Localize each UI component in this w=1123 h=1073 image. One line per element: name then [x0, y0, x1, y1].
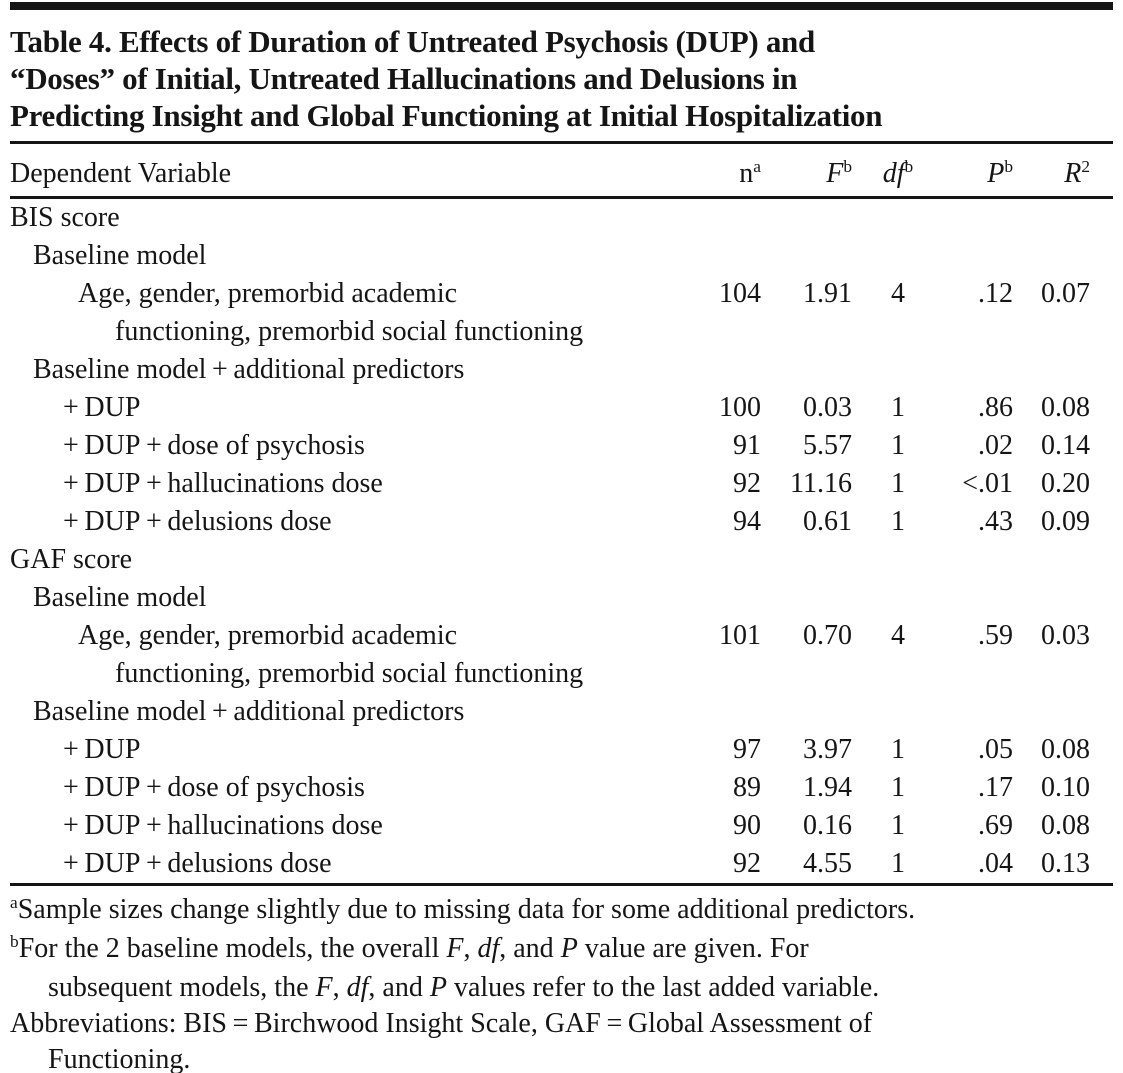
row-label: Baseline model + additional predictors	[33, 354, 465, 385]
cell-n	[698, 198, 773, 238]
table-row	[10, 541, 1113, 579]
cell-R2: 0.20	[1041, 468, 1090, 499]
row-label: + DUP + dose of psychosis	[63, 772, 365, 803]
cell-df: 1	[868, 845, 928, 885]
cell-F: 1.94	[803, 772, 852, 803]
cell-n	[698, 655, 773, 693]
statistics-table	[10, 144, 1113, 886]
row-label: Age, gender, premorbid academic	[78, 278, 458, 309]
footnote: $^b$For the 2 baseline models, the overall F, df, and P value are given. For subsequent models, the F, df, and P values refer to the last added variable.	[10, 932, 880, 1003]
table-row	[10, 655, 1113, 693]
cell-P	[928, 655, 1018, 693]
cell-F	[773, 541, 868, 579]
cell-F	[773, 313, 868, 351]
table-row	[10, 503, 1113, 541]
column-header-F: $F^b$	[773, 144, 868, 198]
cell-F: 5.57	[803, 430, 852, 461]
table-row	[10, 389, 1113, 427]
cell-n	[698, 541, 773, 579]
cell-F	[773, 198, 868, 238]
row-label: functioning, premorbid social functioning	[115, 316, 584, 347]
cell-P: .02	[978, 430, 1013, 461]
row-label: Baseline model + additional predictors	[33, 696, 465, 727]
cell-df	[868, 541, 928, 579]
cell-df: 1	[891, 392, 905, 423]
table-row	[10, 465, 1113, 503]
cell-P	[928, 237, 1018, 275]
cell-F	[773, 655, 868, 693]
cell-df	[868, 313, 928, 351]
cell-R2	[1018, 579, 1113, 617]
cell-R2	[1018, 313, 1113, 351]
table-row	[10, 731, 1113, 769]
cell-df	[868, 237, 928, 275]
cell-n	[698, 693, 773, 731]
cell-F: 0.70	[803, 620, 852, 651]
cell-F: 4.55	[773, 845, 868, 885]
cell-P	[928, 693, 1018, 731]
cell-R2: 0.03	[1041, 620, 1090, 651]
column-header-label: Dependent Variable	[10, 144, 698, 198]
cell-df: 1	[891, 810, 905, 841]
cell-R2: 0.08	[1041, 392, 1090, 423]
table-title-line: “Doses” of Initial, Untreated Hallucinations and Delusions in	[10, 61, 798, 96]
cell-P	[928, 579, 1018, 617]
column-header-df: $df^b$	[868, 144, 928, 198]
cell-df: 1	[891, 772, 905, 803]
column-header-P: $P^b$	[928, 144, 1018, 198]
row-label: Age, gender, premorbid academic	[78, 620, 458, 651]
cell-F: 3.97	[803, 734, 852, 765]
row-label: + DUP	[63, 734, 141, 765]
cell-n: 97	[733, 734, 761, 765]
cell-P: .69	[978, 810, 1013, 841]
cell-R2: 0.07	[1041, 278, 1090, 309]
table-row	[10, 845, 1113, 885]
row-label: GAF score	[10, 544, 133, 575]
row-label: BIS score	[10, 202, 120, 233]
row-label: + DUP + delusions dose	[10, 845, 698, 885]
cell-F	[773, 237, 868, 275]
cell-R2: 0.08	[1041, 734, 1090, 765]
cell-df: 1	[891, 468, 905, 499]
table-row	[10, 313, 1113, 351]
cell-F: 0.61	[803, 506, 852, 537]
cell-df	[868, 579, 928, 617]
cell-n: 100	[719, 392, 761, 423]
table-title	[10, 23, 1113, 134]
cell-df	[868, 693, 928, 731]
row-label: + DUP + hallucinations dose	[63, 810, 383, 841]
cell-df	[868, 655, 928, 693]
cell-P: .59	[978, 620, 1013, 651]
cell-n: 101	[719, 620, 761, 651]
cell-P	[928, 198, 1018, 238]
cell-P: .04	[928, 845, 1018, 885]
table-row	[10, 769, 1113, 807]
table-row	[10, 579, 1113, 617]
cell-R2: 0.09	[1041, 506, 1090, 537]
cell-P: <.01	[962, 468, 1013, 499]
cell-R2	[1018, 198, 1113, 238]
top-rule	[10, 2, 1113, 10]
cell-F: 1.91	[803, 278, 852, 309]
cell-P: .05	[978, 734, 1013, 765]
cell-n	[698, 579, 773, 617]
column-header-n: $n^a$	[698, 144, 773, 198]
cell-P	[928, 313, 1018, 351]
cell-F: 11.16	[790, 468, 852, 499]
cell-R2: 0.08	[1041, 810, 1090, 841]
cell-n: 91	[733, 430, 761, 461]
header-row	[10, 144, 1113, 198]
footnote: $^a$Sample sizes change slightly due to missing data for some additional predictors.	[10, 893, 916, 925]
cell-R2: 0.14	[1041, 430, 1090, 461]
table-row	[10, 807, 1113, 845]
cell-P	[928, 351, 1018, 389]
cell-F: 0.16	[803, 810, 852, 841]
row-label: + DUP	[63, 392, 141, 423]
cell-n: 89	[733, 772, 761, 803]
cell-R2	[1018, 541, 1113, 579]
row-label: functioning, premorbid social functioning	[115, 658, 584, 689]
table-row	[10, 198, 1113, 238]
column-header-R2: $R^2$	[1018, 144, 1113, 198]
cell-df	[868, 351, 928, 389]
table-row	[10, 617, 1113, 655]
table-figure	[0, 2, 1123, 1073]
cell-F	[773, 351, 868, 389]
cell-R2	[1018, 655, 1113, 693]
cell-R2	[1018, 693, 1113, 731]
cell-n	[698, 351, 773, 389]
cell-F	[773, 693, 868, 731]
cell-P: .12	[978, 278, 1013, 309]
cell-df: 1	[891, 430, 905, 461]
row-label: + DUP + delusions dose	[63, 506, 332, 537]
footnotes	[10, 886, 1113, 1073]
table-row	[10, 427, 1113, 465]
cell-F: 0.03	[803, 392, 852, 423]
cell-n	[698, 237, 773, 275]
cell-n: 94	[733, 506, 761, 537]
cell-df	[868, 198, 928, 238]
cell-df: 4	[891, 620, 905, 651]
cell-n: 104	[719, 278, 761, 309]
cell-df: 1	[891, 506, 905, 537]
cell-df: 1	[891, 734, 905, 765]
cell-P: .17	[978, 772, 1013, 803]
table-row	[10, 275, 1113, 313]
row-label: Baseline model	[33, 240, 207, 271]
cell-df: 4	[891, 278, 905, 309]
row-label: + DUP + hallucinations dose	[63, 468, 383, 499]
footnote: Abbreviations: BIS = Birchwood Insight Scale, GAF = Global Assessment of Functioning.	[10, 1008, 873, 1073]
cell-R2	[1018, 237, 1113, 275]
cell-P: .43	[978, 506, 1013, 537]
table-title-line: Table 4. Effects of Duration of Untreated Psychosis (DUP) and	[10, 24, 815, 59]
table-title-line: Predicting Insight and Global Functioning at Initial Hospitalization	[10, 98, 883, 133]
cell-n	[698, 313, 773, 351]
table-row	[10, 351, 1113, 389]
cell-n: 90	[733, 810, 761, 841]
row-label: + DUP + dose of psychosis	[63, 430, 365, 461]
row-label: Baseline model	[33, 582, 207, 613]
table-body	[10, 198, 1113, 885]
cell-P: .86	[978, 392, 1013, 423]
cell-R2: 0.10	[1041, 772, 1090, 803]
cell-n: 92	[698, 845, 773, 885]
table-row	[10, 693, 1113, 731]
table-row	[10, 237, 1113, 275]
cell-R2	[1018, 351, 1113, 389]
cell-n: 92	[733, 468, 761, 499]
cell-F	[773, 579, 868, 617]
cell-P	[928, 541, 1018, 579]
cell-R2: 0.13	[1018, 845, 1113, 885]
